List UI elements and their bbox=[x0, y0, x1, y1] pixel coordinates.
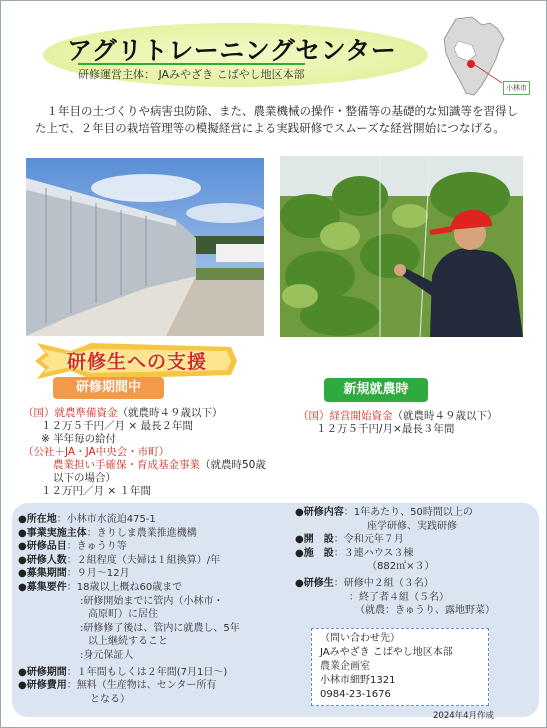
info-row bbox=[18, 527, 288, 541]
prep-fund-amount: １２万５千円／月 × 最長２年間 bbox=[41, 420, 193, 432]
info-label: ●募集期間 bbox=[18, 568, 67, 580]
training-period-support bbox=[23, 407, 273, 498]
open-value: ：令和元年７月 bbox=[333, 534, 404, 546]
open-label: ●開 設 bbox=[295, 534, 334, 546]
training-period-label: 研修期間中 bbox=[53, 377, 164, 399]
greenhouse-photo bbox=[26, 158, 264, 336]
info-value: ：きゅうり等 bbox=[66, 541, 127, 553]
prep-fund-name: （国）就農準備資金 bbox=[23, 407, 118, 419]
prep-fund-age: （就農時４９歳以下） bbox=[117, 407, 223, 419]
support-heading: 研修生への支援 bbox=[67, 351, 208, 373]
info-row bbox=[18, 540, 288, 554]
info-value: ：１年間もしくは２年間(7月1日～) bbox=[66, 666, 228, 678]
fund-project-age: （就農時50歳以下の場合） bbox=[53, 459, 266, 484]
intro-text: １年目の土づくりや病害虫防除、また、農業機械の操作・整備等の基礎的な知識等を習得した上で、２年目の栽培管理等の模擬経営による実践研修でスムーズな経営開始につなげる。 bbox=[35, 104, 518, 135]
fund-project-amount: １２万円／月 × １年間 bbox=[41, 485, 151, 497]
page-title: アグリトレーニングセンター bbox=[67, 36, 397, 65]
info-row bbox=[18, 679, 288, 693]
requirement-line: :身元保証人 bbox=[80, 649, 134, 661]
info-value: ：２組程度（夫婦は１組換算）/年 bbox=[66, 554, 221, 566]
fund-project-name: 農業担い手確保・育成基金事業 bbox=[53, 459, 200, 471]
content-value: ：1年あたり、50時間以上の bbox=[343, 507, 473, 518]
info-label: ●募集要件 bbox=[18, 581, 67, 593]
fund-org-line: （公社＋JA・JA中央会・市町） bbox=[23, 446, 170, 458]
startup-fund-age: （就農時４９歳以下） bbox=[392, 410, 498, 422]
contact-box bbox=[311, 628, 489, 706]
trainee-label: ●研修生 bbox=[295, 577, 334, 589]
prep-fund-note: ※ 半年毎の給付 bbox=[41, 433, 117, 445]
info-label: ●研修品目 bbox=[18, 541, 67, 553]
farmer-photo bbox=[280, 156, 523, 337]
info-label: ●事業実施主体 bbox=[18, 527, 87, 539]
content-label: ●研修内容 bbox=[295, 507, 344, 518]
info-left-column bbox=[18, 513, 288, 706]
info-right-column bbox=[295, 506, 535, 618]
contact-address: 小林市細野1321 bbox=[320, 675, 396, 686]
contact-heading: （問い合わせ先） bbox=[320, 633, 400, 644]
contact-org: JAみやざき こばやし地区本部 bbox=[320, 647, 453, 658]
info-value: ：18歳以上概ね60歳まで bbox=[66, 581, 183, 593]
facility-continuation: （882㎡×３） bbox=[367, 561, 435, 573]
creation-date: 2024年4月作成 bbox=[433, 711, 495, 721]
fee-continuation: となる） bbox=[90, 693, 130, 705]
contact-phone: 0984-23-1676 bbox=[320, 689, 391, 700]
new-farming-label: 新規就農時 bbox=[324, 378, 428, 402]
info-value: ：小林市水流迫475-1 bbox=[56, 514, 156, 525]
content-continuation: 座学研修、実践研修 bbox=[367, 520, 457, 532]
new-farming-support bbox=[298, 410, 528, 436]
contact-dept: 農業企画室 bbox=[320, 661, 370, 672]
info-label: ●研修期間 bbox=[18, 666, 67, 678]
requirement-line: 高原町）に居住 bbox=[88, 609, 158, 621]
info-label: ●研修費用 bbox=[18, 680, 67, 692]
trainee-crops: （就農：きゅうり、露地野菜） bbox=[355, 605, 495, 617]
trainee-finished: ：終了者４組（５名） bbox=[349, 591, 449, 603]
info-label: ●研修人数 bbox=[18, 554, 67, 566]
info-row bbox=[18, 513, 288, 527]
info-value: ：きりしま農業推進機構 bbox=[86, 527, 197, 539]
info-value: ：９月～12月 bbox=[66, 568, 130, 580]
info-value: ：無料（生産物は、センター所有 bbox=[66, 680, 217, 692]
requirement-line: 以上継続すること bbox=[88, 636, 168, 648]
trainee-value: ：研修中２組（３名） bbox=[333, 577, 434, 589]
info-row bbox=[18, 554, 288, 568]
map-label: 小林市 bbox=[503, 81, 530, 95]
page-subtitle: 研修運営主体： JAみやざき こばやし地区本部 bbox=[78, 63, 305, 82]
startup-fund-name: （国）経営開始資金 bbox=[298, 410, 393, 422]
startup-fund-amount: １２万５千円/月×最長３年間 bbox=[316, 423, 455, 435]
info-row bbox=[18, 567, 288, 581]
facility-value: ：３連ハウス３棟 bbox=[333, 547, 414, 559]
requirement-line: :研修修了後は、管内に就農し、5年 bbox=[80, 622, 240, 634]
info-label: ●所在地 bbox=[18, 514, 57, 525]
facility-label: ●施 設 bbox=[295, 547, 334, 559]
info-row bbox=[18, 581, 288, 595]
info-row bbox=[18, 666, 288, 680]
requirement-line: :研修開始までに管内（小林市・ bbox=[80, 595, 224, 607]
